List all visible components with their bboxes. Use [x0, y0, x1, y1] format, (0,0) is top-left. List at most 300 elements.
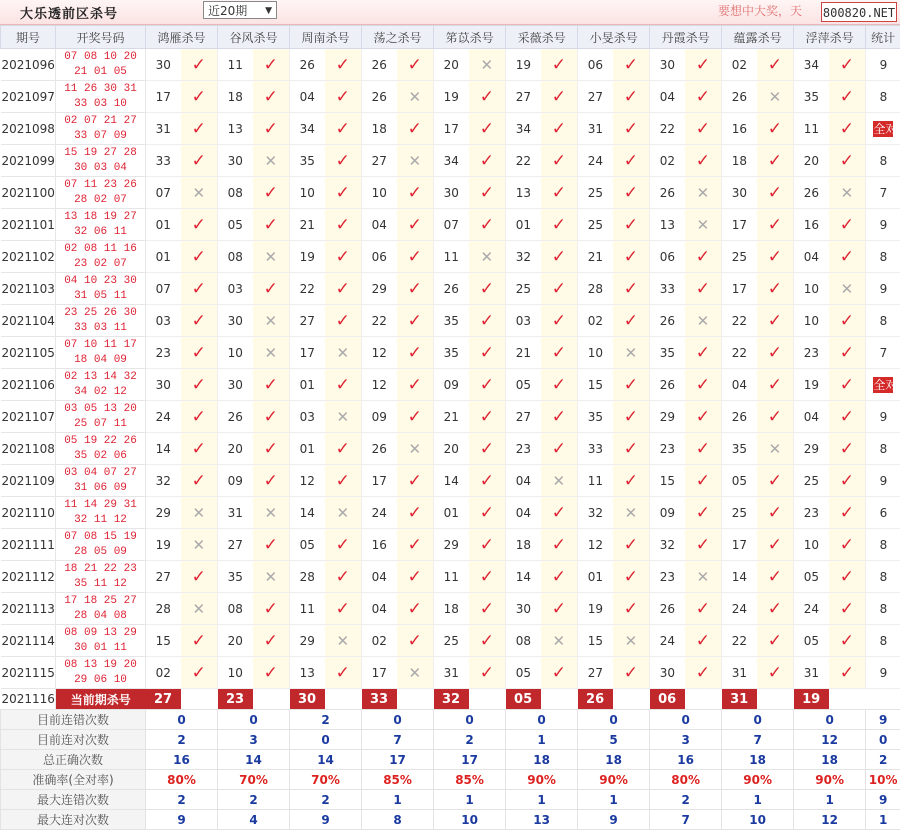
footer-value: 8: [362, 810, 434, 830]
footer-value: 0: [722, 710, 794, 730]
footer-stat: 10%: [866, 770, 900, 790]
footer-label: 目前连错次数: [1, 710, 146, 730]
kill-number: 13: [290, 657, 325, 689]
cross-icon: ✕: [541, 625, 578, 657]
footer-value: 2: [434, 730, 506, 750]
kill-number: 26: [218, 401, 253, 433]
kill-number: 17: [362, 657, 397, 689]
kill-number: 15: [578, 369, 613, 401]
kill-number: 19: [434, 81, 469, 113]
period-cell: 2021114: [1, 625, 56, 657]
footer-value: 18: [578, 750, 650, 770]
draw-fifth-number: 29: [74, 674, 87, 686]
draw-back-numbers: 07 11: [94, 418, 127, 430]
check-icon: ✓: [685, 241, 722, 273]
check-icon: ✓: [181, 49, 218, 81]
kill-number: 26: [362, 81, 397, 113]
footer-row: [1, 710, 900, 730]
kill-number: 10: [290, 177, 325, 209]
footer-value: 90%: [794, 770, 866, 790]
kill-number: 27: [362, 145, 397, 177]
kill-number: 13: [650, 209, 685, 241]
all-correct-badge: 全对: [873, 121, 893, 137]
period-cell: 2021105: [1, 337, 56, 369]
draw-front-numbers: 08 09 13 29: [56, 626, 145, 641]
draw-fifth-number: 25: [74, 418, 87, 430]
kill-number: 14: [506, 561, 541, 593]
stat-cell: 9: [866, 401, 900, 433]
check-icon: ✓: [541, 177, 578, 209]
draw-extra-numbers: [56, 609, 145, 624]
kill-number: 26: [362, 49, 397, 81]
check-icon: ✓: [829, 241, 866, 273]
check-icon: ✓: [685, 401, 722, 433]
draw-back-numbers: 04 09: [94, 354, 127, 366]
kill-number: 18: [722, 145, 757, 177]
kill-number: 29: [146, 497, 181, 529]
current-kill-number: 19: [794, 689, 829, 710]
footer-stat: 1: [866, 810, 900, 830]
stat-cell: 7: [866, 337, 900, 369]
check-icon: ✓: [613, 561, 650, 593]
period-cell: 2021102: [1, 241, 56, 273]
cross-icon: ✕: [253, 497, 290, 529]
draw-extra-numbers: [56, 193, 145, 208]
kill-number: 03: [506, 305, 541, 337]
footer-row: [1, 770, 900, 790]
check-icon: ✓: [613, 433, 650, 465]
cross-icon: ✕: [613, 625, 650, 657]
draw-fifth-number: 18: [74, 354, 87, 366]
draw-front-numbers: 07 08 15 19: [56, 530, 145, 545]
header-expert: 鸿雁杀号: [146, 26, 218, 49]
check-icon: ✓: [757, 145, 794, 177]
check-icon: ✓: [469, 401, 506, 433]
kill-number: 26: [650, 305, 685, 337]
cross-icon: ✕: [541, 465, 578, 497]
check-icon: ✓: [685, 49, 722, 81]
kill-number: 05: [794, 561, 829, 593]
kill-number: 24: [650, 625, 685, 657]
cross-icon: ✕: [397, 657, 434, 689]
table-row: [1, 625, 900, 657]
draw-fifth-number: 33: [74, 98, 87, 110]
draw-back-numbers: 05 11: [94, 290, 127, 302]
table-row: [1, 529, 900, 561]
table-body: [1, 49, 900, 710]
kill-number: 25: [578, 209, 613, 241]
draw-fifth-number: 30: [74, 162, 87, 174]
cross-icon: ✕: [829, 273, 866, 305]
check-icon: ✓: [829, 433, 866, 465]
check-icon: ✓: [253, 657, 290, 689]
check-icon: ✓: [613, 113, 650, 145]
draw-back-numbers: 02 07: [94, 258, 127, 270]
current-kill-spacer: [685, 689, 722, 710]
period-cell: 2021107: [1, 401, 56, 433]
footer-row: [1, 790, 900, 810]
footer-value: 10: [722, 810, 794, 830]
footer-value: 70%: [218, 770, 290, 790]
check-icon: ✓: [325, 529, 362, 561]
cross-icon: ✕: [325, 401, 362, 433]
check-icon: ✓: [397, 273, 434, 305]
period-range-select[interactable]: [203, 1, 277, 19]
draw-front-numbers: 07 10 11 17: [56, 338, 145, 353]
check-icon: ✓: [541, 369, 578, 401]
cross-icon: ✕: [685, 177, 722, 209]
stat-cell: 8: [866, 529, 900, 561]
kill-number: 01: [578, 561, 613, 593]
kill-number: 33: [146, 145, 181, 177]
kill-number: 09: [362, 401, 397, 433]
kill-number: 01: [146, 241, 181, 273]
current-kill-spacer: [613, 689, 650, 710]
kill-number: 02: [650, 145, 685, 177]
draw-front-numbers: 15 19 27 28: [56, 146, 145, 161]
draw-numbers-cell: [56, 49, 146, 81]
period-cell: 2021101: [1, 209, 56, 241]
check-icon: ✓: [253, 529, 290, 561]
table-row: [1, 305, 900, 337]
check-icon: ✓: [397, 561, 434, 593]
footer-stat: 9: [866, 710, 900, 730]
kill-number: 22: [722, 337, 757, 369]
kill-number: 26: [650, 369, 685, 401]
check-icon: ✓: [325, 209, 362, 241]
kill-number: 10: [578, 337, 613, 369]
check-icon: ✓: [469, 209, 506, 241]
check-icon: ✓: [829, 305, 866, 337]
kill-number: 20: [434, 433, 469, 465]
header-expert: 浮萍杀号: [794, 26, 866, 49]
footer-value: 4: [218, 810, 290, 830]
period-range-value: 近20期: [208, 4, 247, 18]
kill-number: 30: [506, 593, 541, 625]
check-icon: ✓: [829, 465, 866, 497]
draw-back-numbers: 06 09: [94, 482, 127, 494]
check-icon: ✓: [757, 113, 794, 145]
draw-back-numbers: 02 07: [94, 194, 127, 206]
kill-number: 08: [218, 593, 253, 625]
current-kill-number: 30: [290, 689, 325, 710]
kill-number: 09: [434, 369, 469, 401]
footer-value: 2: [290, 710, 362, 730]
draw-numbers-cell: [56, 337, 146, 369]
table-row: [1, 497, 900, 529]
draw-extra-numbers: [56, 257, 145, 272]
draw-back-numbers: 03 04: [94, 162, 127, 174]
kill-number: 08: [506, 625, 541, 657]
check-icon: ✓: [181, 369, 218, 401]
kill-number: 31: [578, 113, 613, 145]
kill-number: 35: [794, 81, 829, 113]
kill-number: 22: [506, 145, 541, 177]
draw-front-numbers: 18 21 22 23: [56, 562, 145, 577]
kill-number: 11: [794, 113, 829, 145]
draw-back-numbers: 02 12: [94, 386, 127, 398]
kill-number: 27: [578, 81, 613, 113]
check-icon: ✓: [613, 177, 650, 209]
kill-number: 11: [290, 593, 325, 625]
check-icon: ✓: [757, 529, 794, 561]
kill-number: 02: [146, 657, 181, 689]
header-expert: 笫苡杀号: [434, 26, 506, 49]
check-icon: ✓: [685, 145, 722, 177]
footer-value: 0: [506, 710, 578, 730]
draw-front-numbers: 11 26 30 31: [56, 82, 145, 97]
check-icon: ✓: [757, 49, 794, 81]
check-icon: ✓: [541, 337, 578, 369]
period-cell: 2021110: [1, 497, 56, 529]
chevron-down-icon: ▼: [265, 2, 272, 20]
kill-number: 18: [218, 81, 253, 113]
check-icon: ✓: [469, 273, 506, 305]
kill-number: 35: [578, 401, 613, 433]
kill-number: 34: [290, 113, 325, 145]
header-expert: 小旻杀号: [578, 26, 650, 49]
check-icon: ✓: [613, 657, 650, 689]
cross-icon: ✕: [253, 145, 290, 177]
check-icon: ✓: [253, 401, 290, 433]
draw-back-numbers: 11 12: [94, 578, 127, 590]
kill-number: 14: [434, 465, 469, 497]
current-kill-number: 06: [650, 689, 685, 710]
table-row: [1, 433, 900, 465]
check-icon: ✓: [829, 529, 866, 561]
kill-number: 05: [506, 369, 541, 401]
current-kill-number: 31: [722, 689, 757, 710]
current-kill-number: 26: [578, 689, 613, 710]
draw-extra-numbers: [56, 225, 145, 240]
check-icon: ✓: [829, 497, 866, 529]
kill-number: 16: [794, 209, 829, 241]
footer-value: 80%: [146, 770, 218, 790]
draw-front-numbers: 02 08 11 16: [56, 242, 145, 257]
kill-number: 31: [794, 657, 829, 689]
kill-number: 04: [794, 241, 829, 273]
kill-number: 23: [794, 337, 829, 369]
draw-front-numbers: 07 08 10 20: [56, 50, 145, 65]
stat-cell: 8: [866, 241, 900, 273]
check-icon: ✓: [757, 561, 794, 593]
check-icon: ✓: [397, 113, 434, 145]
header-expert: 丹霞杀号: [650, 26, 722, 49]
check-icon: ✓: [181, 113, 218, 145]
draw-back-numbers: 03 11: [94, 322, 127, 334]
header-expert: 谷风杀号: [218, 26, 290, 49]
check-icon: ✓: [181, 337, 218, 369]
kill-number: 04: [506, 465, 541, 497]
kill-number: 10: [794, 273, 829, 305]
draw-front-numbers: 11 14 29 31: [56, 498, 145, 513]
kill-number: 15: [650, 465, 685, 497]
kill-number: 24: [146, 401, 181, 433]
footer-value: 0: [218, 710, 290, 730]
check-icon: ✓: [325, 593, 362, 625]
stat-cell: 9: [866, 49, 900, 81]
table-row: [1, 657, 900, 689]
kill-number: 10: [794, 305, 829, 337]
stat-cell: 8: [866, 625, 900, 657]
stat-cell: 8: [866, 305, 900, 337]
draw-back-numbers: 05 09: [94, 546, 127, 558]
draw-fifth-number: 34: [74, 386, 87, 398]
draw-fifth-number: 23: [74, 258, 87, 270]
kill-number: 09: [650, 497, 685, 529]
kill-number: 18: [506, 529, 541, 561]
kill-number: 27: [218, 529, 253, 561]
cross-icon: ✕: [253, 337, 290, 369]
draw-fifth-number: 31: [74, 482, 87, 494]
check-icon: ✓: [469, 657, 506, 689]
cross-icon: ✕: [253, 561, 290, 593]
footer-row: [1, 810, 900, 830]
stat-cell: [866, 369, 900, 401]
check-icon: ✓: [181, 241, 218, 273]
check-icon: ✓: [253, 177, 290, 209]
kill-number: 10: [362, 177, 397, 209]
site-logo[interactable]: 800820.NET: [821, 2, 897, 22]
kill-number: 34: [506, 113, 541, 145]
kill-number: 17: [362, 465, 397, 497]
footer-value: 17: [434, 750, 506, 770]
check-icon: ✓: [469, 369, 506, 401]
marquee-text: 要想中大奖，天: [718, 2, 818, 19]
kill-number: 29: [290, 625, 325, 657]
check-icon: ✓: [469, 497, 506, 529]
kill-number-table: [0, 25, 900, 830]
stat-cell: 9: [866, 209, 900, 241]
draw-front-numbers: 17 18 25 27: [56, 594, 145, 609]
footer-value: 0: [650, 710, 722, 730]
kill-number: 19: [290, 241, 325, 273]
check-icon: ✓: [541, 81, 578, 113]
check-icon: ✓: [613, 529, 650, 561]
kill-number: 04: [722, 369, 757, 401]
kill-number: 28: [578, 273, 613, 305]
header-expert: 采薇杀号: [506, 26, 578, 49]
cross-icon: ✕: [685, 305, 722, 337]
check-icon: ✓: [397, 209, 434, 241]
draw-numbers-cell: [56, 81, 146, 113]
all-correct-badge: 全对: [873, 377, 893, 393]
check-icon: ✓: [469, 81, 506, 113]
check-icon: ✓: [181, 81, 218, 113]
period-cell: 2021106: [1, 369, 56, 401]
draw-extra-numbers: [56, 321, 145, 336]
top-bar: [0, 0, 900, 25]
header-draw-numbers: 开奖号码: [56, 26, 146, 49]
check-icon: ✓: [253, 369, 290, 401]
check-icon: ✓: [541, 209, 578, 241]
draw-extra-numbers: [56, 417, 145, 432]
check-icon: ✓: [685, 81, 722, 113]
kill-number: 17: [722, 209, 757, 241]
kill-number: 26: [434, 273, 469, 305]
check-icon: ✓: [469, 177, 506, 209]
kill-number: 01: [434, 497, 469, 529]
kill-number: 28: [290, 561, 325, 593]
draw-fifth-number: 31: [74, 290, 87, 302]
check-icon: ✓: [397, 177, 434, 209]
kill-number: 01: [290, 433, 325, 465]
kill-number: 21: [434, 401, 469, 433]
period-cell: 2021111: [1, 529, 56, 561]
footer-value: 18: [794, 750, 866, 770]
check-icon: ✓: [469, 593, 506, 625]
draw-numbers-cell: [56, 465, 146, 497]
kill-number: 35: [434, 337, 469, 369]
cross-icon: ✕: [397, 433, 434, 465]
footer-value: 0: [362, 710, 434, 730]
footer-stat: 0: [866, 730, 900, 750]
kill-number: 19: [506, 49, 541, 81]
kill-number: 10: [218, 337, 253, 369]
check-icon: ✓: [541, 49, 578, 81]
draw-fifth-number: 28: [74, 546, 87, 558]
check-icon: ✓: [541, 561, 578, 593]
footer-value: 90%: [722, 770, 794, 790]
kill-number: 06: [578, 49, 613, 81]
check-icon: ✓: [325, 657, 362, 689]
check-icon: ✓: [253, 49, 290, 81]
check-icon: ✓: [829, 113, 866, 145]
footer-value: 1: [722, 790, 794, 810]
stat-cell: 9: [866, 273, 900, 305]
stat-cell: 9: [866, 657, 900, 689]
footer-value: 0: [794, 710, 866, 730]
period-cell: 2021115: [1, 657, 56, 689]
kill-number: 30: [218, 145, 253, 177]
kill-number: 26: [722, 401, 757, 433]
kill-number: 05: [722, 465, 757, 497]
kill-number: 02: [578, 305, 613, 337]
kill-number: 19: [794, 369, 829, 401]
kill-number: 14: [290, 497, 325, 529]
kill-number: 22: [650, 113, 685, 145]
footer-row: [1, 730, 900, 750]
cross-icon: ✕: [829, 177, 866, 209]
check-icon: ✓: [541, 529, 578, 561]
check-icon: ✓: [397, 241, 434, 273]
check-icon: ✓: [325, 177, 362, 209]
check-icon: ✓: [757, 241, 794, 273]
draw-numbers-cell: [56, 433, 146, 465]
period-cell: 2021099: [1, 145, 56, 177]
footer-value: 2: [146, 790, 218, 810]
cross-icon: ✕: [325, 497, 362, 529]
check-icon: ✓: [397, 625, 434, 657]
check-icon: ✓: [181, 465, 218, 497]
footer-value: 7: [722, 730, 794, 750]
current-period-row: [1, 689, 900, 710]
draw-fifth-number: 35: [74, 578, 87, 590]
kill-number: 32: [146, 465, 181, 497]
check-icon: ✓: [253, 465, 290, 497]
check-icon: ✓: [757, 305, 794, 337]
kill-number: 01: [506, 209, 541, 241]
draw-front-numbers: 04 10 23 30: [56, 274, 145, 289]
footer-value: 3: [218, 730, 290, 750]
check-icon: ✓: [829, 145, 866, 177]
draw-back-numbers: 11 12: [94, 514, 127, 526]
kill-number: 25: [506, 273, 541, 305]
check-icon: ✓: [541, 241, 578, 273]
check-icon: ✓: [397, 593, 434, 625]
check-icon: ✓: [469, 305, 506, 337]
kill-number: 26: [650, 593, 685, 625]
